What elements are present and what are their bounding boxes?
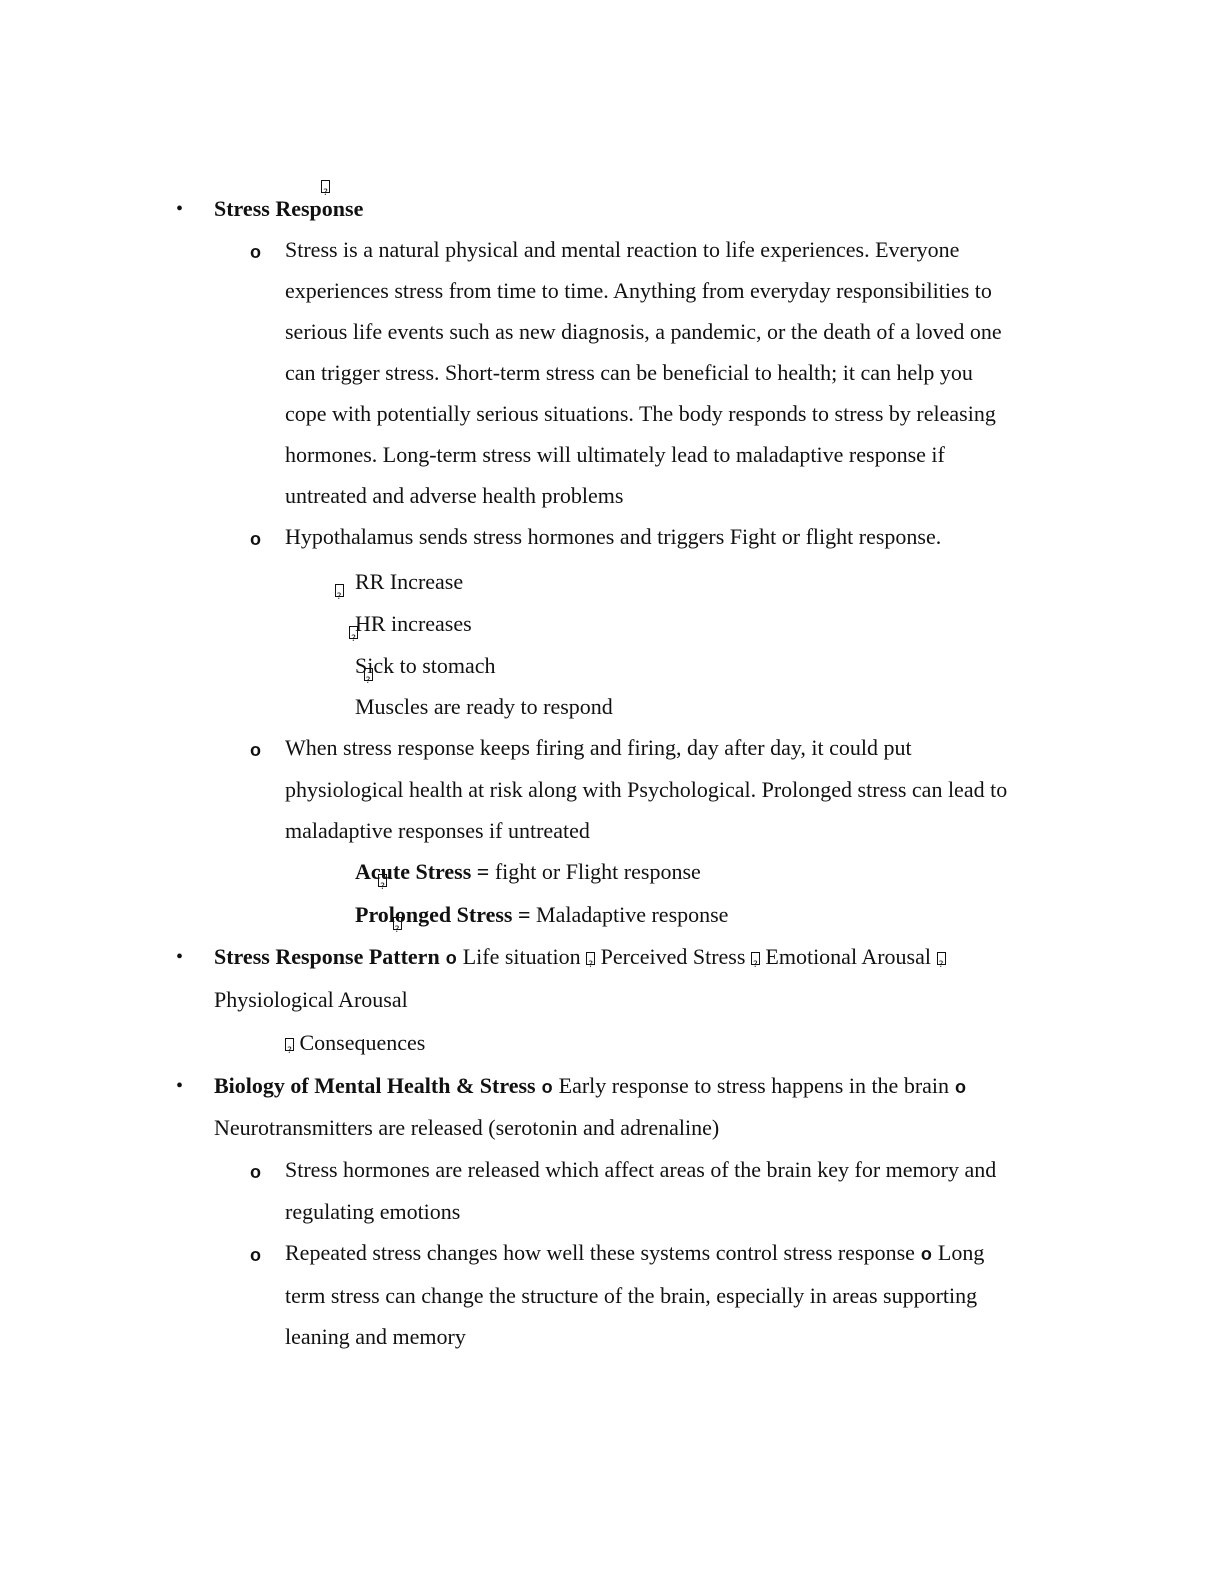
l2-bullet: o [250, 529, 261, 549]
l2-bullet: o [250, 740, 261, 760]
missing-glyph-icon [285, 1038, 294, 1051]
missing-glyph-icon [586, 952, 595, 965]
paragraph-line: term stress can change the structure of the brain, especially in areas supporting [285, 1283, 978, 1308]
list-item: Prolonged Stress = Maladaptive response [355, 902, 729, 927]
paragraph-line: Stress hormones are released which affect areas of the brain key for memory and [285, 1157, 997, 1182]
l1-bullet: • [176, 198, 184, 220]
paragraph-line: Neurotransmitters are released (serotonin and adrenaline) [214, 1115, 720, 1140]
section-heading-stress-response: Stress Response [214, 196, 364, 221]
l2-bullet: o [250, 1162, 261, 1182]
paragraph-line: When stress response keeps firing and firing, day after day, it could put [285, 735, 912, 760]
l1-bullet: • [176, 946, 184, 968]
top-mark [594, 0, 611, 5]
list-item: Acute Stress = fight or Flight response [355, 859, 701, 884]
paragraph-line: untreated and adverse health problems [285, 483, 624, 508]
section-line: Biology of Mental Health & Stress o Early response to stress happens in the brain o [214, 1073, 967, 1098]
list-item: Muscles are ready to respond [355, 694, 613, 719]
paragraph-line: cope with potentially serious situations. The body responds to stress by releasing [285, 401, 996, 426]
l2-bullet: o [250, 242, 261, 262]
list-item: Sick to stomach [355, 653, 496, 678]
missing-glyph-icon [335, 584, 344, 597]
paragraph-line: Hypothalamus sends stress hormones and triggers Fight or flight response. [285, 524, 942, 549]
missing-glyph-icon [751, 952, 760, 965]
paragraph-line: physiological health at risk along with Psychological. Prolonged stress can lead to [285, 777, 1008, 802]
paragraph-line: maladaptive responses if untreated [285, 818, 590, 843]
paragraph-line: Repeated stress changes how well these systems control stress response o Long [285, 1240, 985, 1265]
paragraph-line: serious life events such as new diagnosis, a pandemic, or the death of a loved one [285, 319, 1002, 344]
missing-glyph-icon [321, 180, 330, 193]
paragraph-line: can trigger stress. Short-term stress can be beneficial to health; it can help you [285, 360, 973, 385]
paragraph-line: regulating emotions [285, 1199, 461, 1224]
section-heading-stress-response-pattern: Stress Response Pattern [214, 944, 440, 969]
paragraph-line: Physiological Arousal [214, 987, 408, 1012]
section-heading-biology: Biology of Mental Health & Stress [214, 1073, 536, 1098]
paragraph-line: experiences stress from time to time. Anything from everyday responsibilities to [285, 278, 992, 303]
list-item: RR Increase [355, 569, 464, 594]
section-line: Stress Response Pattern o Life situation ? Perceived Stress ? Emotional Arousal ? [214, 942, 946, 973]
missing-glyph-icon [937, 952, 946, 965]
paragraph-line: leaning and memory [285, 1324, 466, 1349]
paragraph-line: ? Consequences [285, 1028, 425, 1058]
paragraph-line: hormones. Long-term stress will ultimately lead to maladaptive response if [285, 442, 945, 467]
paragraph-line: Stress is a natural physical and mental reaction to life experiences. Everyone [285, 237, 960, 262]
list-item: HR increases [355, 611, 472, 636]
l1-bullet: • [176, 1075, 184, 1097]
l2-bullet: o [250, 1245, 261, 1265]
